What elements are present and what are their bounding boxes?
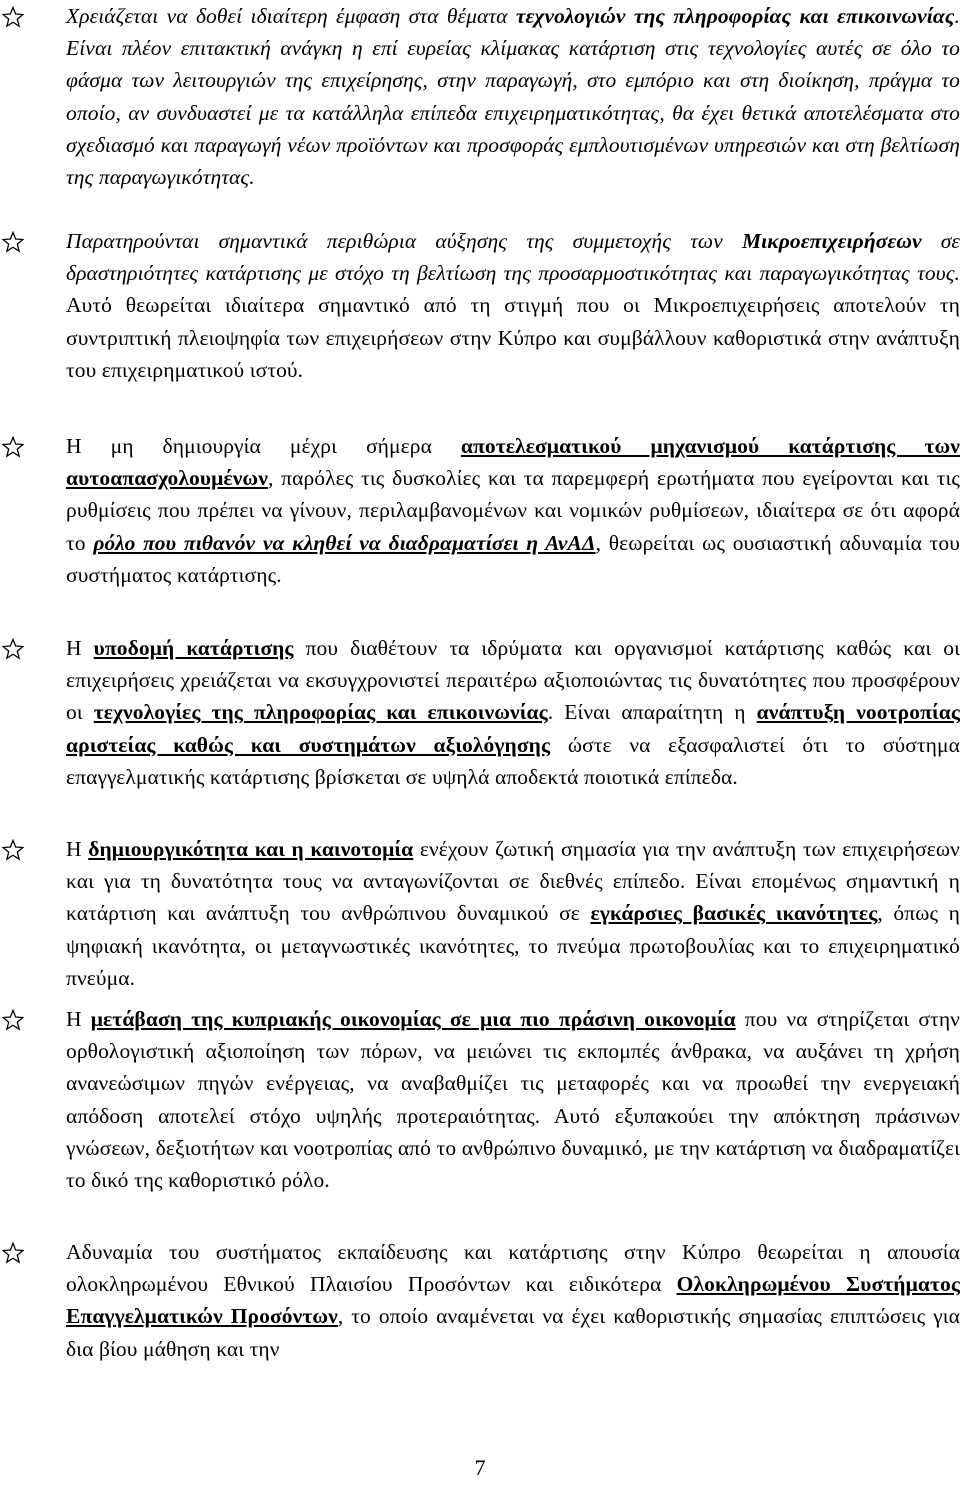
- text-run: μετάβαση της κυπριακής οικονομίας σε μια πιο πράσινη οικονομία: [90, 1007, 736, 1031]
- text-run: . Είναι πλέον επιτακτική ανάγκη η επί ευρείας κλίμακας κατάρτιση στις τεχνολογίες αυτές σε όλο το φάσμα των λειτουργιών της επιχείρησης, στην παραγωγή, στο εμπόριο και στη διοίκηση, πράγμα το οποίο, αν συνδυαστεί με τα κατάλληλα επίπεδα επιχειρηματικότητας, θα έχει θετικά αποτελέσματα στο σχεδιασμό και παραγωγή νέων προϊόντων και προσφοράς εμπλουτισμένων υπηρεσιών και στη βελτίωση της παραγωγικότητας.: [66, 4, 960, 190]
- text-run: Ολοκληρωμένου Συστήματος Επαγγελματικών Προσόντων: [66, 1272, 960, 1329]
- paragraph-text: [66, 430, 960, 591]
- star-bullet-icon: [2, 839, 24, 861]
- star-bullet-icon: [2, 638, 24, 660]
- text-run: Η: [66, 837, 89, 861]
- paragraph-text: [66, 1236, 960, 1365]
- star-bullet-icon: [2, 1242, 24, 1264]
- text-run: δημιουργικότητα και η καινοτομία: [88, 837, 414, 861]
- bullet-item: [0, 225, 960, 386]
- text-run: Παρατηρούνται σημαντικά περιθώρια αύξησης της συμμετοχής των: [66, 229, 742, 253]
- paragraph-text: [66, 1003, 960, 1196]
- text-run: που να στηρίζεται στην ορθολογιστική αξιοποίηση των πόρων, να μειώνει τις εκπομπές άνθρακα, να αυξάνει τη χρήση ανανεώσιμων πηγών ενέργειας, να αναβαθμίζει τις μεταφορές και να προωθεί την ενεργειακή απόδοση αποτελεί στόχο υψηλής προτεραιότητας. Αυτό εξυπακούει την απόκτηση πράσινων γνώσεων, δεξιοτήτων και νοοτροπίας από το ανθρώπινο δυναμικό, με την κατάρτιση να διαδραματίζει το δικό της καθοριστικό ρόλο.: [66, 1007, 960, 1193]
- text-run: σε δραστηριότητες κατάρτισης με στόχο τη βελτίωση της προσαρμοστικότητας και παραγωγικότητας τους.: [66, 229, 960, 286]
- text-run: Μικροεπιχειρήσεων: [741, 229, 922, 253]
- paragraph-text: [66, 225, 960, 386]
- text-run: , παρόλες τις δυσκολίες και τα παρεμφερή ερωτήματα που εγείρονται και τις ρυθμίσεις που πρέπει να γίνουν, περιλαμβανομένων και νομικών ρυθμίσεων, ιδιαίτερα σε ότι αφορά το: [66, 466, 960, 555]
- text-run: ενέχουν ζωτική σημασία για την ανάπτυξη των επιχειρήσεων και για τη δυνατότητα τους να ανταγωνίζονται σε διεθνές επίπεδο. Είναι επομένως σημαντική η κατάρτιση και ανάπτυξη του ανθρώπινου δυναμικού σε: [66, 837, 960, 926]
- bullet-item: [0, 1003, 960, 1196]
- text-run: αποτελεσματικού μηχανισμού κατάρτισης των αυτοαπασχολουμένων: [66, 434, 960, 491]
- bullet-item: [0, 430, 960, 591]
- page-number: 7: [474, 1455, 486, 1480]
- star-bullet-icon: [2, 436, 24, 458]
- bullet-item: [0, 632, 960, 793]
- text-run: ρόλο που πιθανόν να κληθεί να διαδραματίσει η ΑνΑΔ: [93, 530, 596, 555]
- star-bullet-icon: [2, 231, 24, 253]
- text-run: , το οποίο αναμένεται να έχει καθοριστικής σημασίας επιπτώσεις για δια βίου μάθηση και την: [66, 1304, 960, 1361]
- bullet-item: [0, 0, 960, 193]
- bullet-item: [0, 1236, 960, 1365]
- text-run: Αδυναμία του συστήματος εκπαίδευσης και κατάρτισης στην Κύπρο θεωρείται η απουσία ολοκληρωμένου Εθνικού Πλαισίου Προσόντων και ειδικότερα: [66, 1240, 960, 1297]
- text-run: ώστε να εξασφαλιστεί ότι το σύστημα επαγγελματικής κατάρτισης βρίσκεται σε υψηλά αποδεκτά ποιοτικά επίπεδα.: [66, 732, 960, 789]
- text-run: . Είναι απαραίτητη η: [547, 700, 757, 725]
- paragraph-text: [66, 833, 960, 994]
- text-run: εγκάρσιες βασικές ικανότητες: [590, 901, 878, 926]
- text-run: τεχνολογίες της πληροφορίας και επικοινωνίας: [93, 700, 548, 725]
- text-run: ανάπτυξη νοοτροπίας αριστείας καθώς και συστημάτων αξιολόγησης: [66, 700, 960, 757]
- star-bullet-icon: [2, 1009, 24, 1031]
- star-bullet-icon: [2, 6, 24, 28]
- text-run: υποδομή κατάρτισης: [93, 636, 294, 660]
- text-run: τεχνολογιών της πληροφορίας και επικοινωνίας: [515, 4, 955, 28]
- text-run: Η: [66, 636, 94, 660]
- text-run: , όπως η ψηφιακή ικανότητα, οι μεταγνωστικές ικανότητες, το πνεύμα πρωτοβουλίας και το επιχειρηματικό πνεύμα.: [66, 901, 960, 990]
- bullet-item: [0, 833, 960, 994]
- text-run: , θεωρείται ως ουσιαστική αδυναμία του συστήματος κατάρτισης.: [66, 530, 960, 587]
- text-run: Η: [66, 1007, 91, 1031]
- paragraph-text: [66, 0, 960, 193]
- text-run: που διαθέτουν τα ιδρύματα και οργανισμοί κατάρτισης καθώς και οι επιχειρήσεις χρειάζεται να εκσυγχρονιστεί περαιτέρω αξιοποιώντας τις δυνατότητες που προσφέρουν οι: [66, 636, 960, 725]
- paragraph-text: [66, 632, 960, 793]
- text-run: Χρειάζεται να δοθεί ιδιαίτερη έμφαση στα θέματα: [66, 4, 516, 28]
- text-run: Αυτό θεωρείται ιδιαίτερα σημαντικό από τη στιγμή που οι Μικροεπιχειρήσεις αποτελούν τη συντριπτική πλειοψηφία των επιχειρήσεων στην Κύπρο και συμβάλλουν καθοριστικά στην ανάπτυξη του επιχειρηματικού ιστού.: [66, 293, 960, 382]
- text-run: Η μη δημιουργία μέχρι σήμερα: [66, 434, 461, 458]
